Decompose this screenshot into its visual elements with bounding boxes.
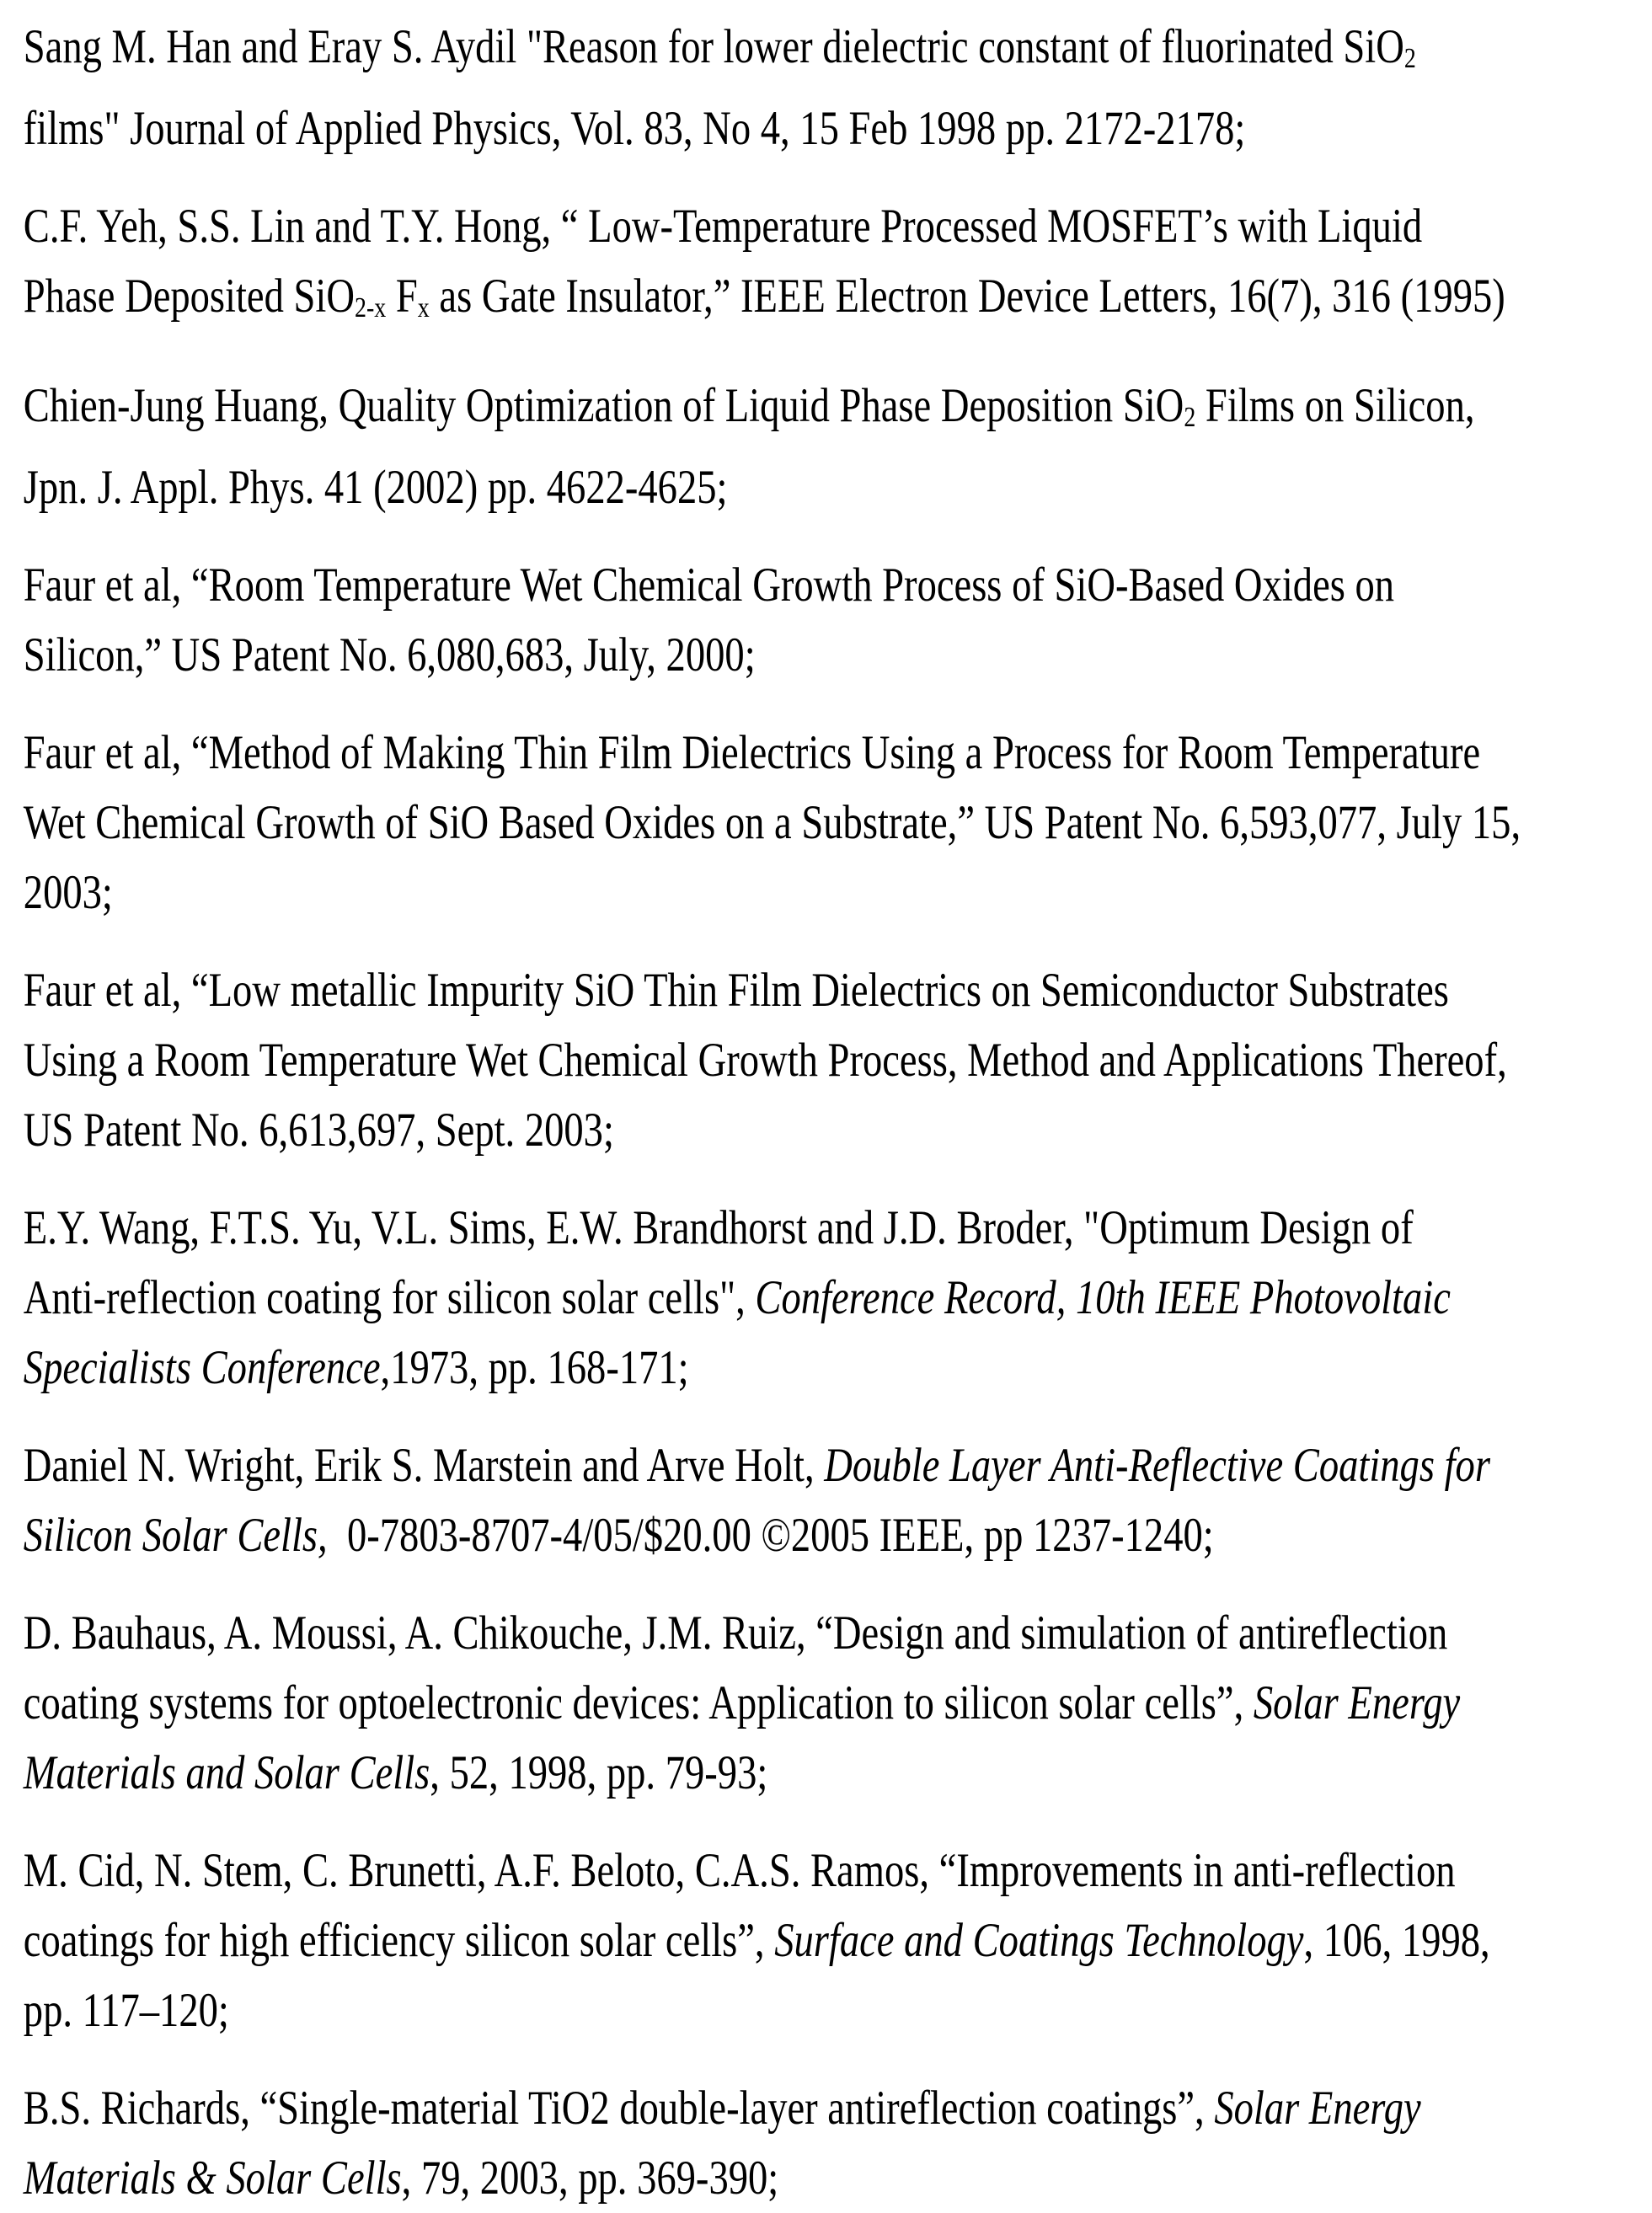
reference-text-run: ,1973, pp. 168-171; [380,1341,689,1395]
reference-text-run: Double Layer Anti-Reflective Coatings for Silicon Solar Cells, [23,1439,1490,1563]
reference-text-run: 2 [1184,402,1196,434]
reference-entry [24,955,1652,1165]
reference-entry [24,1193,1652,1403]
reference-text-run: Faur et al, “Room Temperature Wet Chemical Growth Process of SiO-Based Oxides on Silicon,” US Patent No. 6,080,683, July, 2000; [23,559,1395,682]
reference-entry [24,1836,1652,2045]
reference-entry [24,12,1652,163]
reference-text-run: M. Cid, N. Stem, C. Brunetti, A.F. Beloto, C.A.S. Ramos, “Improvements in anti-reflection coatings for high efficiency silicon solar cells”, [23,1844,1456,1968]
reference-text-run: Faur et al, “Method of Making Thin Film Dielectrics Using a Process for Room Temperature Wet Chemical Growth of SiO Based Oxides on a Substrate,” US Patent No. 6,593,077, July 15, 2003; [23,726,1521,920]
reference-text-run: D. Bauhaus, A. Moussi, A. Chikouche, J.M. Ruiz, “Design and simulation of antireflection coating systems for optoelectronic devices: Application to silicon solar cells”, [23,1606,1448,1730]
reference-entry [24,550,1652,690]
reference-text-run: , 52, 1998, pp. 79-93; [430,1746,768,1800]
reference-text-run: Daniel N. Wright, Erik S. Marstein and Arve Holt, [23,1439,825,1493]
reference-text-run: Films on Silicon, Jpn. J. Appl. Phys. 41 (2002) pp. 4622-4625; [23,379,1475,515]
reference-text-run: Sang M. Han and Eray S. Aydil "Reason for lower dielectric constant of fluorinated SiO [23,20,1404,73]
reference-text-run: Chien-Jung Huang, Quality Optimization of Liquid Phase Deposition SiO [23,379,1184,433]
reference-entry [24,718,1652,927]
reference-entry [24,2073,1652,2213]
reference-entry [24,191,1652,343]
reference-text-run: Surface and Coatings Technology [774,1914,1304,1968]
reference-text-run: E.Y. Wang, F.T.S. Yu, V.L. Sims, E.W. Brandhorst and J.D. Broder, "Optimum Design of Anti-reflection coating for silicon solar cells", [23,1201,1414,1325]
reference-text-run: 0-7803-8707-4/05/$20.00 ©2005 IEEE, pp 1237-1240; [327,1509,1214,1563]
reference-text-run: 2-x [355,292,387,324]
reference-text-run: Solar Energy Materials and Solar Cells [23,1676,1461,1800]
reference-text-run: , 79, 2003, pp. 369-390; [401,2152,779,2205]
reference-text-run: , 106, 1998, pp. 117–120; [23,1914,1490,2038]
reference-text-run: 2 [1403,43,1416,75]
reference-entry [24,1430,1652,1570]
reference-text-run: Conference Record, 10th IEEE Photovoltaic Specialists Conference [23,1271,1451,1395]
reference-text-run: B.S. Richards, “Single-material TiO2 double-layer antireflection coatings”, [23,2082,1215,2135]
reference-text-run: as Gate Insulator,” IEEE Electron Device Letters, 16(7), 316 (1995) [429,270,1505,323]
reference-entry [24,371,1652,522]
reference-text-run: F [386,270,418,323]
reference-text-run: x [417,292,430,324]
reference-entry [24,1598,1652,1808]
reference-text-run: C.F. Yeh, S.S. Lin and T.Y. Hong, “ Low-Temperature Processed MOSFET’s with Liquid Phase Deposited SiO [23,200,1423,323]
reference-text-run: films" Journal of Applied Physics, Vol. 83, No 4, 15 Feb 1998 pp. 2172-2178; [23,102,1246,156]
reference-text-run: Solar Energy Materials & Solar Cells [23,2082,1421,2205]
reference-text-run: Faur et al, “Low metallic Impurity SiO Thin Film Dielectrics on Semiconductor Substrates Using a Room Temperature Wet Chemical Growth Process, Method and Applications Thereof, US Patent No. 6,613,697, Sept. 2003; [23,964,1507,1157]
